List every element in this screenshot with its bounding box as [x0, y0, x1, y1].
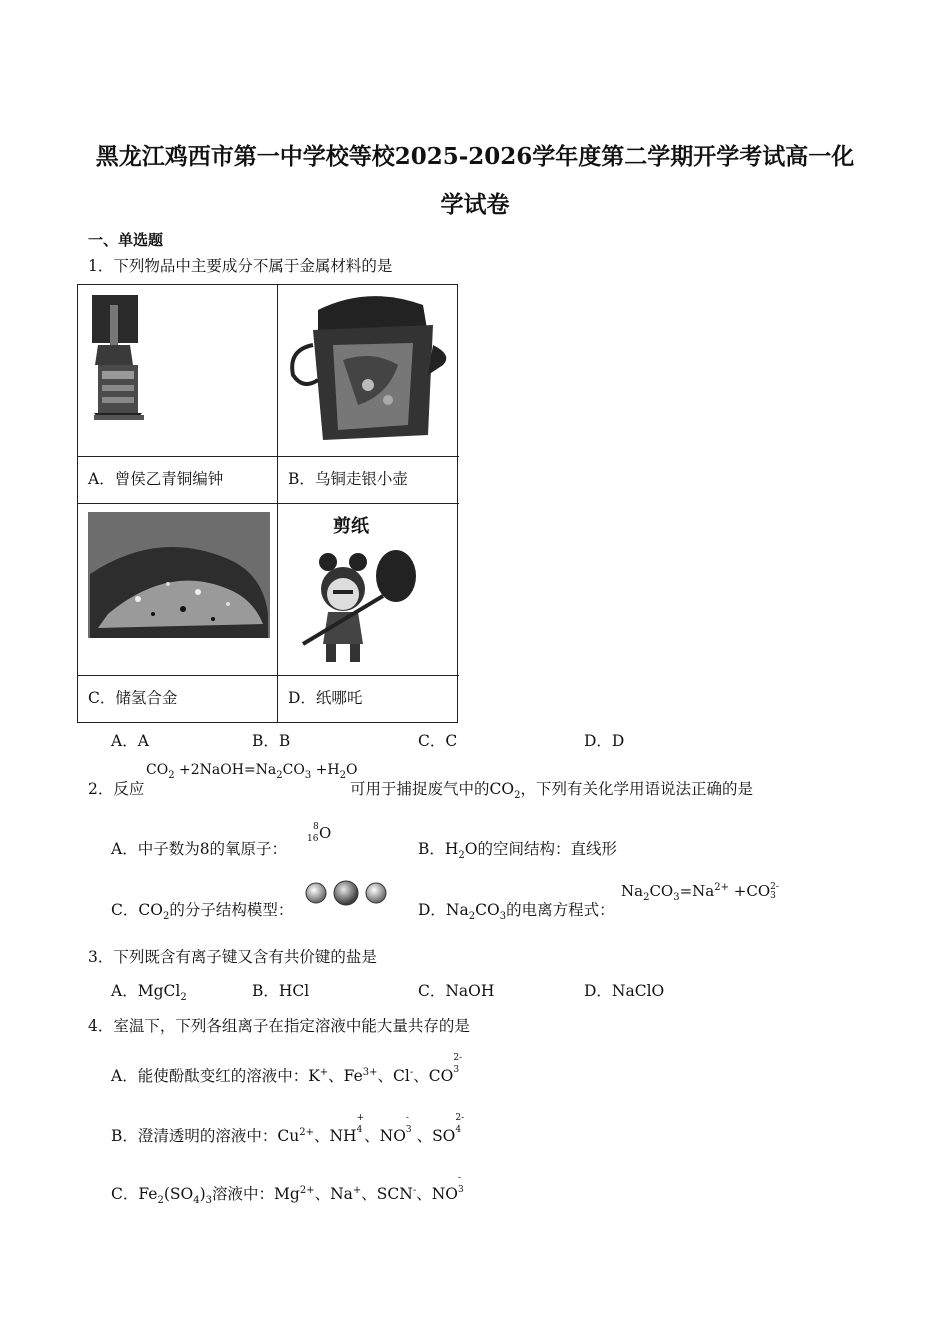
q4-c-mg-sup: 2+: [299, 1184, 315, 1196]
q4-c-na-sup: +: [352, 1184, 362, 1196]
q4-c-pre: C．Fe: [111, 1185, 158, 1203]
q1-choice-b: B．B: [252, 732, 291, 750]
bronze-bell-image: [78, 285, 278, 457]
q4-c-sub1: 2: [157, 1195, 164, 1207]
q1-cell-d-image: [278, 504, 459, 676]
co2-molecule-model: [302, 880, 390, 906]
q3-choice-a: [111, 979, 187, 1003]
q2-option-d-post: 的电离方程式：: [506, 901, 615, 919]
q3-choice-a-sub: 2: [180, 992, 187, 1004]
q4-b-so-sub: 4: [455, 1125, 462, 1135]
q4-a-fe-sup: 3+: [362, 1066, 378, 1078]
q2-option-c-pre: C．CO: [111, 901, 163, 919]
q4-b-nh-sup: +: [356, 1113, 365, 1123]
q2-eq-a-sub: 2: [168, 769, 175, 781]
q1-caption-a: A．曾侯乙青铜编钟: [88, 470, 224, 488]
q4-b-no-sub: 3: [405, 1125, 412, 1135]
q3-choice-a-pre: A．MgCl: [111, 982, 181, 1000]
q1-choice-d: D．D: [584, 732, 625, 750]
q2-d-eq-c: =Na: [679, 882, 715, 900]
q1-cell-b-image: [278, 285, 459, 457]
q1-caption-c-cell: [78, 676, 278, 722]
q2-oxygen-nuclide: [305, 822, 335, 852]
q4-c-scn-sup: -: [412, 1184, 417, 1196]
q4-b-text: B．澄清透明的溶液中：Cu: [111, 1127, 300, 1145]
q4-b-nh-sub: 4: [356, 1125, 363, 1135]
q4-c-text: 溶液中：Mg: [212, 1185, 300, 1203]
q4-b-so-stack: [455, 1112, 464, 1136]
q4-b-cu-sup: 2+: [299, 1126, 314, 1138]
q4-c-scn: 、SCN: [361, 1185, 413, 1203]
q2-d-eq-a-sub: 2: [643, 892, 650, 903]
hydrogen-alloy-image: [78, 504, 278, 676]
q2-option-c: [111, 898, 293, 922]
q2-stem-sub: 2: [514, 790, 521, 802]
q2-eq-a: CO: [146, 762, 169, 778]
q1-cell-c-image: [78, 504, 278, 676]
q4-b-nh-stack: [357, 1112, 365, 1136]
q4-option-a: [111, 1053, 463, 1086]
q3-choice-c: C．NaOH: [418, 982, 495, 1000]
q2-stem-tail: ，下列有关化学用语说法正确的是: [520, 780, 753, 798]
q2-option-a: [111, 837, 287, 859]
page-title-line1: 黑龙江鸡西市第一中学校等校2025-2026学年度第二学期开学考试高一化: [95, 143, 855, 170]
q4-a-cl: 、Cl: [377, 1067, 410, 1085]
q4-a-co-stack: [453, 1052, 462, 1076]
q4-c-no: 、NO: [416, 1185, 458, 1203]
teapot-image: [278, 285, 458, 457]
q2-d-eq-c-sup: 2+: [714, 882, 729, 893]
q2-eq-c: CO: [282, 762, 305, 778]
q2-oxygen-mass: 8: [313, 822, 319, 832]
q1-caption-b: B．乌铜走银小壶: [288, 470, 408, 488]
q2-d-eq-d: +CO: [729, 882, 771, 900]
q1-caption-b-cell: [278, 457, 459, 504]
q4-a-co-sup: 2-: [453, 1053, 463, 1063]
q2-d-eq-b-sub: 3: [673, 892, 680, 903]
q2-number: 2．反应: [88, 780, 145, 798]
q4-a-cl-sup: -: [409, 1066, 414, 1078]
q4-c-no-sub: 3: [457, 1185, 464, 1196]
q1-caption-d: D．纸哪吒: [288, 689, 363, 707]
q4-b-no-sup: -: [405, 1113, 409, 1123]
q2-d-eq-d-sub: 3: [770, 891, 776, 901]
q2-oxygen-symbol: O: [319, 824, 332, 842]
page-title-line2: 学试卷: [440, 191, 510, 218]
q4-stem: 4．室温下，下列各组离子在指定溶液中能大量共存的是: [88, 1017, 470, 1035]
q2-eq-b: +2NaOH=Na: [174, 762, 277, 778]
q1-caption-a-cell: [78, 457, 278, 504]
q2-option-d-sub2: 3: [499, 911, 507, 923]
q4-c-sub3: 3: [205, 1195, 213, 1207]
q1-image-table: [77, 284, 458, 723]
q2-d-eq-a: Na: [621, 882, 644, 900]
q1-cell-a-image: [78, 285, 278, 457]
q4-option-c: [111, 1173, 464, 1207]
q3-choice-d: D．NaClO: [584, 982, 665, 1000]
q4-b-so: 、SO: [411, 1127, 456, 1145]
q2-eq-b-sub: 2: [276, 769, 283, 781]
q2-option-b-post: O的空间结构：直线形: [464, 840, 618, 858]
q3-stem: 3．下列既含有离子键又含有共价键的盐是: [88, 948, 377, 966]
q4-a-text: A．能使酚酞变红的溶液中：K: [111, 1067, 320, 1085]
q4-c-post: ): [199, 1185, 206, 1203]
q1-caption-c: C．储氢合金: [88, 689, 178, 707]
q2-option-c-sub: 2: [162, 911, 170, 923]
q1-caption-d-cell: [278, 676, 459, 722]
q2-option-d-pre: D．Na: [418, 901, 469, 919]
q2-eq-d: +H: [311, 762, 340, 778]
q2-d-eq-d-sup: 2-: [770, 882, 779, 892]
q2-option-d: [418, 898, 615, 922]
q2-d-eq-d-stack: [770, 883, 779, 901]
q2-ionization-equation: [621, 882, 779, 903]
q4-c-na: 、Na: [314, 1185, 353, 1203]
q4-c-sub2: 4: [193, 1195, 200, 1207]
q2-option-d-sub1: 2: [468, 911, 476, 923]
q2-eq-e: O: [346, 762, 358, 778]
q4-b-so-sup: 2-: [455, 1113, 465, 1123]
q4-c-no-sup: -: [457, 1173, 462, 1184]
q2-stem-text: 可用于捕捉废气中的CO: [350, 780, 515, 798]
q2-stem-rest: [350, 777, 753, 801]
q2-oxygen-number: 16: [307, 834, 319, 844]
q4-a-co-sub: 3: [453, 1065, 460, 1075]
q2-option-b: [418, 837, 617, 861]
q4-c-no-stack: [458, 1172, 464, 1196]
q1-choice-a: A．A: [111, 732, 149, 750]
q4-option-b: [111, 1113, 465, 1146]
q2-reaction-equation: [146, 762, 357, 781]
q2-option-b-sub: 2: [458, 850, 465, 862]
q2-option-a-text: A．中子数为8的氧原子：: [111, 840, 288, 858]
paper-cut-title: 剪纸: [333, 516, 369, 537]
section-heading: 一、单选题: [88, 231, 164, 249]
q4-b-no: 、NO: [364, 1127, 406, 1145]
q2-eq-c-sub: 3: [304, 769, 312, 781]
q1-choice-c: C．C: [418, 732, 458, 750]
q4-b-no-stack: [406, 1112, 412, 1136]
q4-a-k-sup: +: [319, 1066, 329, 1078]
q4-a-fe: 、Fe: [328, 1067, 363, 1085]
q2-eq-d-sub: 2: [339, 769, 346, 781]
q2-option-c-post: 的分子结构模型：: [169, 901, 294, 919]
q4-b-nh: 、NH: [313, 1127, 357, 1145]
q2-d-eq-b: CO: [649, 882, 674, 900]
q4-c-mid: (SO: [163, 1185, 194, 1203]
q2-option-b-pre: B．H: [418, 840, 459, 858]
q2-option-d-mid: CO: [475, 901, 500, 919]
q3-choice-b: B．HCl: [252, 982, 310, 1000]
q1-stem: 1．下列物品中主要成分不属于金属材料的是: [88, 257, 393, 275]
q4-a-co: 、CO: [413, 1067, 454, 1085]
